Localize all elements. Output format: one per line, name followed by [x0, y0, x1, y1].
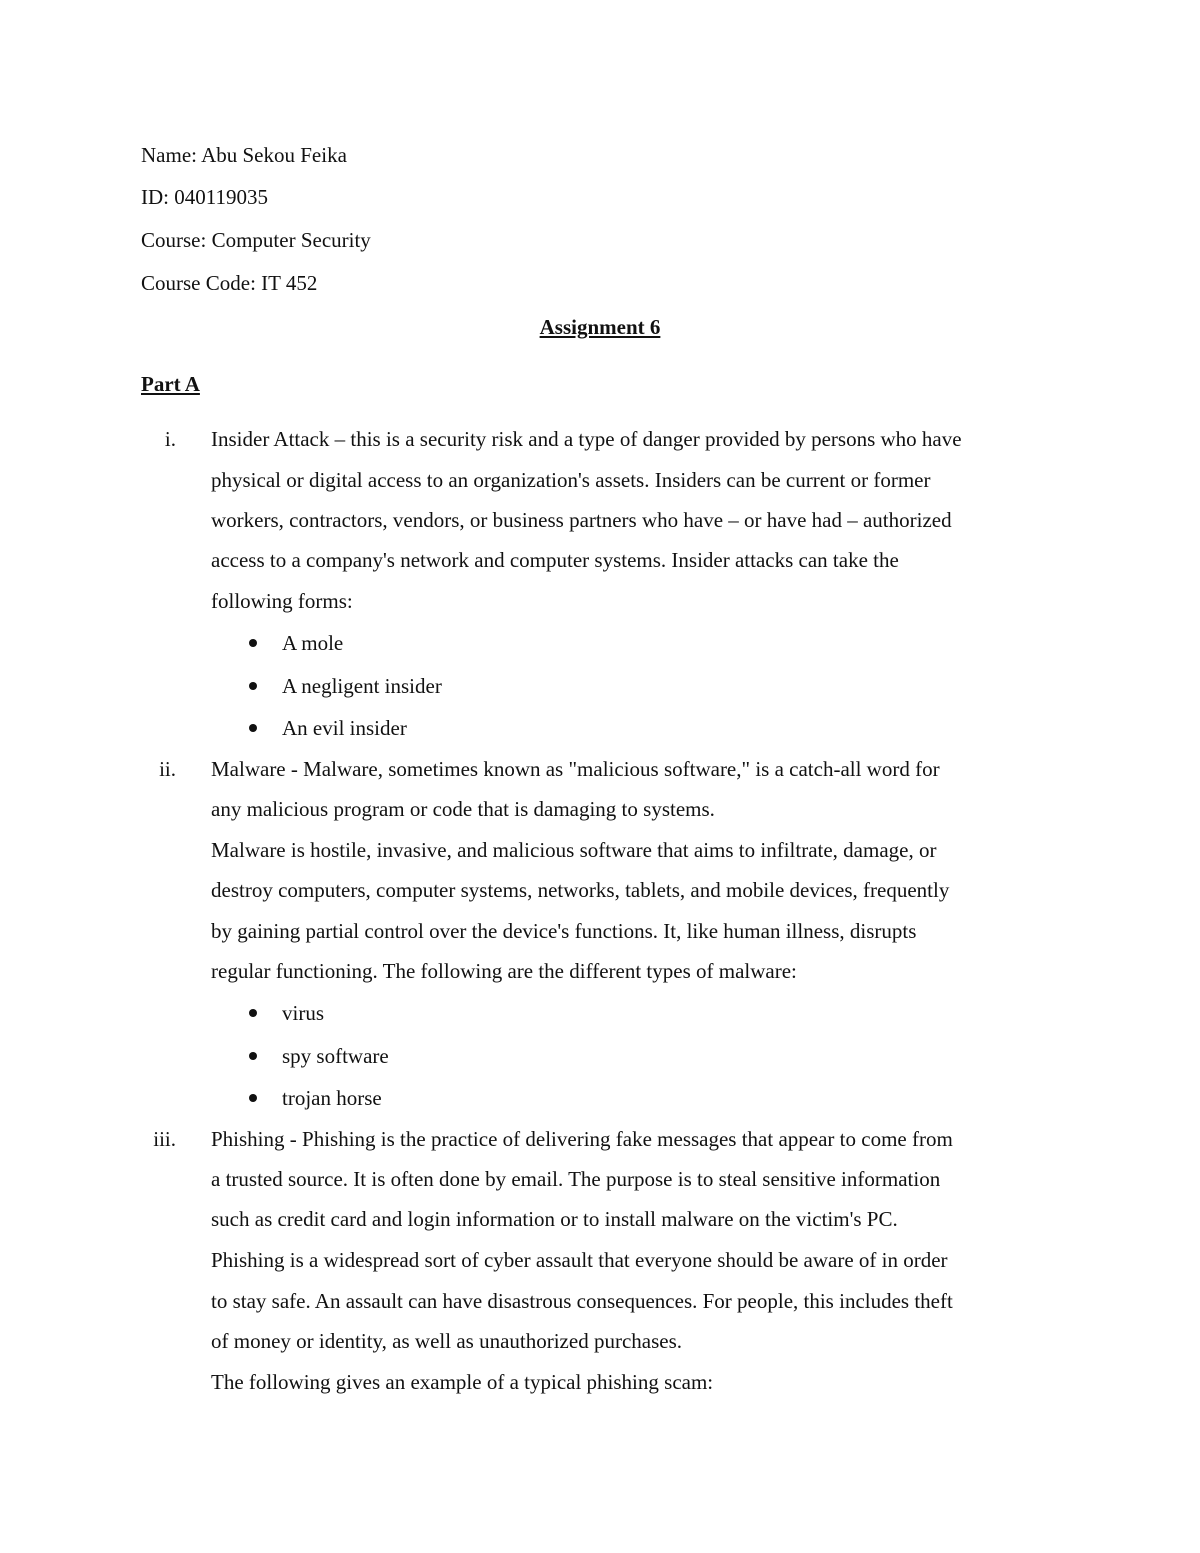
paragraph-line: Malware is hostile, invasive, and malicious software that aims to infiltrate, damage, or — [211, 838, 937, 862]
student-name: Name: Abu Sekou Feika — [141, 143, 347, 167]
paragraph-line: regular functioning. The following are the different types of malware: — [211, 959, 797, 983]
bullet-icon — [249, 1009, 257, 1017]
paragraph-line: following forms: — [211, 589, 353, 613]
paragraph-line: destroy computers, computer systems, networks, tablets, and mobile devices, frequently — [211, 878, 950, 902]
paragraph-line: to stay safe. An assault can have disastrous consequences. For people, this includes theft — [211, 1289, 953, 1313]
bullet-icon — [249, 639, 257, 647]
list-numeral: ii. — [159, 757, 176, 781]
paragraph-line: Phishing is a widespread sort of cyber assault that everyone should be aware of in order — [211, 1248, 948, 1272]
paragraph-line: access to a company's network and computer systems. Insider attacks can take the — [211, 548, 899, 572]
student-id: ID: 040119035 — [141, 185, 268, 209]
course-code: Course Code: IT 452 — [141, 271, 318, 295]
bullet-item: spy software — [282, 1044, 389, 1068]
paragraph-line: Malware - Malware, sometimes known as "malicious software," is a catch-all word for — [211, 757, 940, 781]
paragraph-line: such as credit card and login information or to install malware on the victim's PC. — [211, 1207, 898, 1231]
paragraph-line: a trusted source. It is often done by email. The purpose is to steal sensitive information — [211, 1167, 941, 1191]
paragraph-line: any malicious program or code that is damaging to systems. — [211, 797, 715, 821]
paragraph-line: workers, contractors, vendors, or business partners who have – or have had – authorized — [211, 508, 952, 532]
paragraph-line: Insider Attack – this is a security risk and a type of danger provided by persons who have — [211, 427, 962, 451]
bullet-item: An evil insider — [282, 716, 407, 740]
bullet-item: A negligent insider — [282, 674, 442, 698]
bullet-icon — [249, 1052, 257, 1060]
list-numeral: iii. — [153, 1127, 176, 1151]
list-numeral: i. — [164, 427, 176, 451]
course-name: Course: Computer Security — [141, 228, 371, 252]
paragraph-line: by gaining partial control over the device's functions. It, like human illness, disrupts — [211, 919, 917, 943]
bullet-icon — [249, 724, 257, 732]
bullet-icon — [249, 682, 257, 690]
bullet-item: A mole — [282, 631, 344, 655]
bullet-item: virus — [282, 1001, 324, 1025]
paragraph-line: physical or digital access to an organization's assets. Insiders can be current or former — [211, 468, 931, 492]
paragraph-line: The following gives an example of a typical phishing scam: — [211, 1370, 714, 1394]
bullet-item: trojan horse — [282, 1086, 382, 1110]
bullet-icon — [249, 1094, 257, 1102]
assignment-title: Assignment 6 — [539, 315, 661, 339]
paragraph-line: Phishing - Phishing is the practice of delivering fake messages that appear to come from — [211, 1127, 953, 1151]
part-heading: Part A — [141, 372, 200, 396]
paragraph-line: of money or identity, as well as unauthorized purchases. — [211, 1329, 683, 1353]
